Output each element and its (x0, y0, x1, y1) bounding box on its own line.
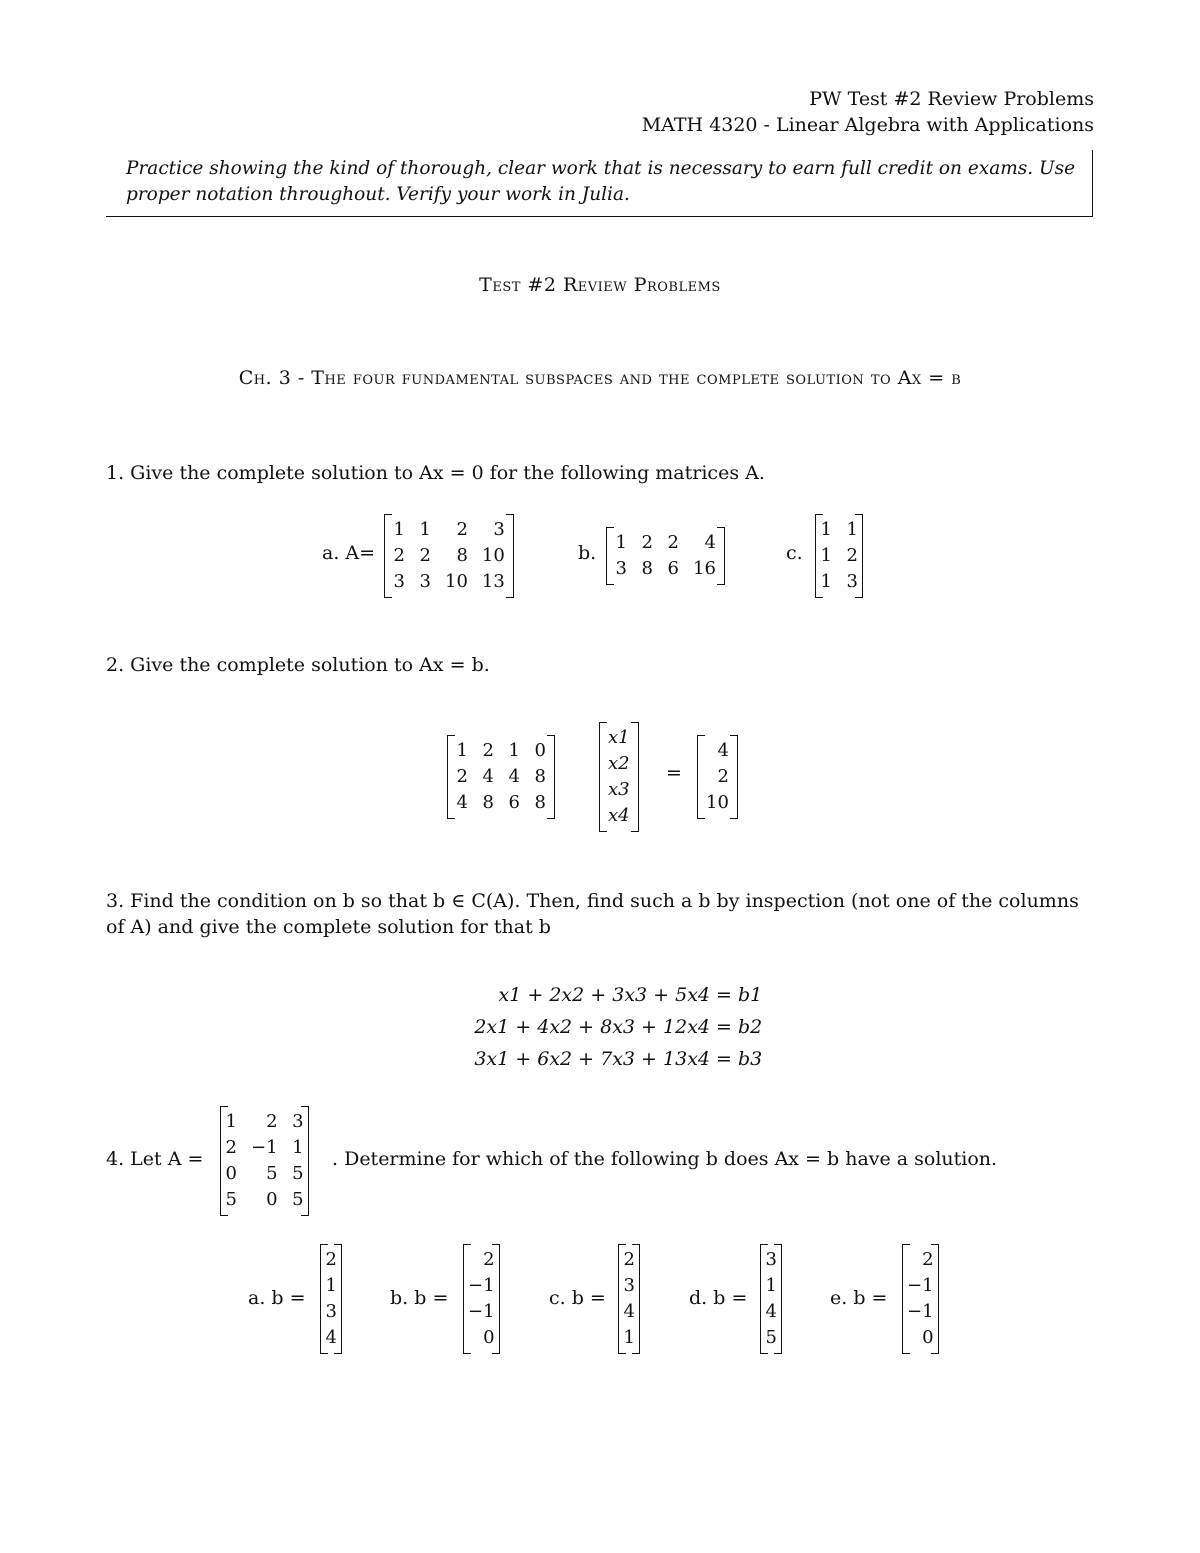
matrix-cell: x4 (608, 805, 630, 826)
p1-label-b: b. (578, 542, 597, 564)
matrix-cell: 1 (325, 1275, 337, 1296)
matrix-cell: 4 (456, 792, 468, 813)
matrix-cell: 2 (419, 545, 431, 566)
p4-option-b-label: b. b = (390, 1287, 449, 1309)
matrix-cell: 3 (765, 1249, 777, 1270)
problem-1-text: 1. Give the complete solution to Ax = 0 for the following matrices A. (106, 462, 765, 484)
matrix-cell: 0 (534, 740, 546, 761)
p2-equals: = (666, 762, 682, 784)
matrix-cell: 1 (820, 519, 832, 540)
matrix-cell: 8 (534, 766, 546, 787)
problem-4-suffix: . Determine for which of the following b does Ax = b have a solution. (332, 1148, 998, 1170)
matrix-cell: 1 (508, 740, 520, 761)
matrix-cell: −1 (251, 1137, 278, 1158)
matrix-cell: x2 (608, 753, 630, 774)
matrix-cell: −1 (907, 1275, 934, 1296)
p1-label-a: a. A= (322, 542, 376, 564)
matrix-cell: 5 (765, 1327, 777, 1348)
matrix-cell: 5 (292, 1189, 304, 1210)
matrix-cell: 0 (225, 1163, 237, 1184)
matrix-cell: −1 (907, 1301, 934, 1322)
matrix-cell: 1 (765, 1275, 777, 1296)
matrix-cell: 10 (706, 792, 729, 813)
matrix-cell: 0 (483, 1327, 495, 1348)
matrix-cell: 1 (456, 740, 468, 761)
matrix-cell: 13 (481, 571, 505, 592)
matrix-cell: 8 (641, 558, 653, 579)
matrix-cell: x3 (608, 779, 630, 800)
matrix-4 (220, 1107, 309, 1215)
matrix-cell: 5 (225, 1189, 237, 1210)
chapter-heading: Ch. 3 - The four fundamental subspaces and the complete solution to Ax = b (238, 367, 962, 389)
eq2-lhs: 2x1 + 4x2 + 8x3 + 12x4 (474, 1016, 710, 1038)
matrix-cell: 2 (717, 766, 729, 787)
matrix-cell: 8 (482, 792, 494, 813)
eq3-lhs: 3x1 + 6x2 + 7x3 + 13x4 (474, 1048, 710, 1070)
matrix-cell: 16 (693, 558, 716, 579)
vector-2-rhs (697, 736, 738, 818)
matrix-cell: 2 (667, 532, 679, 553)
matrix-cell: 3 (292, 1111, 304, 1132)
page-title: Test #2 Review Problems (479, 274, 721, 296)
p4-option-c-vector (618, 1245, 640, 1353)
matrix-cell: 10 (481, 545, 505, 566)
matrix-cell: 2 (456, 519, 468, 540)
system-equation-3 (420, 1048, 762, 1070)
matrix-cell: 4 (765, 1301, 777, 1322)
p1-label-c: c. (786, 542, 803, 564)
matrix-cell: 3 (325, 1301, 337, 1322)
matrix-cell: 3 (846, 571, 858, 592)
matrix-cell: 6 (667, 558, 679, 579)
matrix-cell: 5 (292, 1163, 304, 1184)
matrix-cell: 3 (623, 1275, 635, 1296)
matrix-cell: 1 (623, 1327, 635, 1348)
matrix-cell: 2 (456, 766, 468, 787)
problem-3-text: 3. Find the condition on b so that b ∈ C(A). Then, find such a b by inspection (not one of the columns of A) and give the complete solution for that b (106, 890, 1079, 938)
matrix-cell: 1 (820, 545, 832, 566)
matrix-cell: 5 (266, 1163, 278, 1184)
matrix-cell: 8 (534, 792, 546, 813)
matrix-cell: 1 (419, 519, 431, 540)
p4-option-e-vector (902, 1245, 939, 1353)
matrix-cell: 3 (615, 558, 627, 579)
eq3-rhs: = b3 (716, 1048, 763, 1070)
matrix-cell: 8 (456, 545, 468, 566)
matrix-cell: 4 (704, 532, 716, 553)
matrix-cell: 1 (820, 571, 832, 592)
matrix-cell: 2 (393, 545, 405, 566)
vector-2-unknowns (599, 723, 639, 831)
matrix-cell: 1 (393, 519, 405, 540)
matrix-cell: 2 (623, 1249, 635, 1270)
system-equation-2 (420, 1016, 762, 1038)
matrix-cell: 2 (641, 532, 653, 553)
p4-option-c-label: c. b = (549, 1287, 606, 1309)
eq1-rhs: = b1 (716, 984, 763, 1006)
matrix-cell: 0 (922, 1327, 934, 1348)
matrix-cell: 4 (325, 1327, 337, 1348)
p4-option-d-label: d. b = (689, 1287, 748, 1309)
matrix-cell: x1 (608, 727, 630, 748)
p4-option-d-vector (760, 1245, 782, 1353)
matrix-cell: −1 (468, 1275, 495, 1296)
matrix-cell: 1 (292, 1137, 304, 1158)
matrix-cell: 6 (508, 792, 520, 813)
matrix-cell: 2 (482, 740, 494, 761)
matrix-cell: 4 (508, 766, 520, 787)
p4-option-a-label: a. b = (248, 1287, 306, 1309)
matrix-cell: 0 (266, 1189, 278, 1210)
matrix-cell: 4 (717, 740, 729, 761)
matrix-cell: 1 (615, 532, 627, 553)
p4-option-e-label: e. b = (830, 1287, 888, 1309)
matrix-1a (384, 515, 514, 597)
matrix-cell: 2 (266, 1111, 278, 1132)
matrix-cell: 1 (846, 519, 858, 540)
matrix-cell: 2 (846, 545, 858, 566)
problem-4-prefix: 4. Let A = (106, 1148, 204, 1170)
matrix-cell: 4 (482, 766, 494, 787)
header-course-name: MATH 4320 - Linear Algebra with Applications (641, 114, 1094, 136)
eq2-rhs: = b2 (716, 1016, 763, 1038)
p4-option-b-vector (463, 1245, 500, 1353)
matrix-cell: 3 (493, 519, 505, 540)
header-course-title: PW Test #2 Review Problems (809, 88, 1094, 110)
matrix-cell: 2 (922, 1249, 934, 1270)
matrix-cell: 4 (623, 1301, 635, 1322)
instructions-box: Practice showing the kind of thorough, clear work that is necessary to earn full credit on exams. Use proper notation throughout. Verify your work in Julia. (106, 150, 1093, 217)
p4-option-a-vector (320, 1245, 342, 1353)
matrix-cell: 2 (225, 1137, 237, 1158)
system-equation-1 (420, 984, 762, 1006)
matrix-cell: 10 (445, 571, 468, 592)
matrix-1c (815, 515, 863, 597)
matrix-2-coefficients (447, 736, 555, 818)
matrix-cell: 2 (325, 1249, 337, 1270)
matrix-cell: 1 (225, 1111, 237, 1132)
matrix-cell: 3 (419, 571, 431, 592)
problem-2-text: 2. Give the complete solution to Ax = b. (106, 654, 490, 676)
matrix-cell: 2 (483, 1249, 495, 1270)
matrix-cell: −1 (468, 1301, 495, 1322)
eq1-lhs: x1 + 2x2 + 3x3 + 5x4 (498, 984, 710, 1006)
matrix-1b (606, 528, 725, 584)
matrix-cell: 3 (393, 571, 405, 592)
